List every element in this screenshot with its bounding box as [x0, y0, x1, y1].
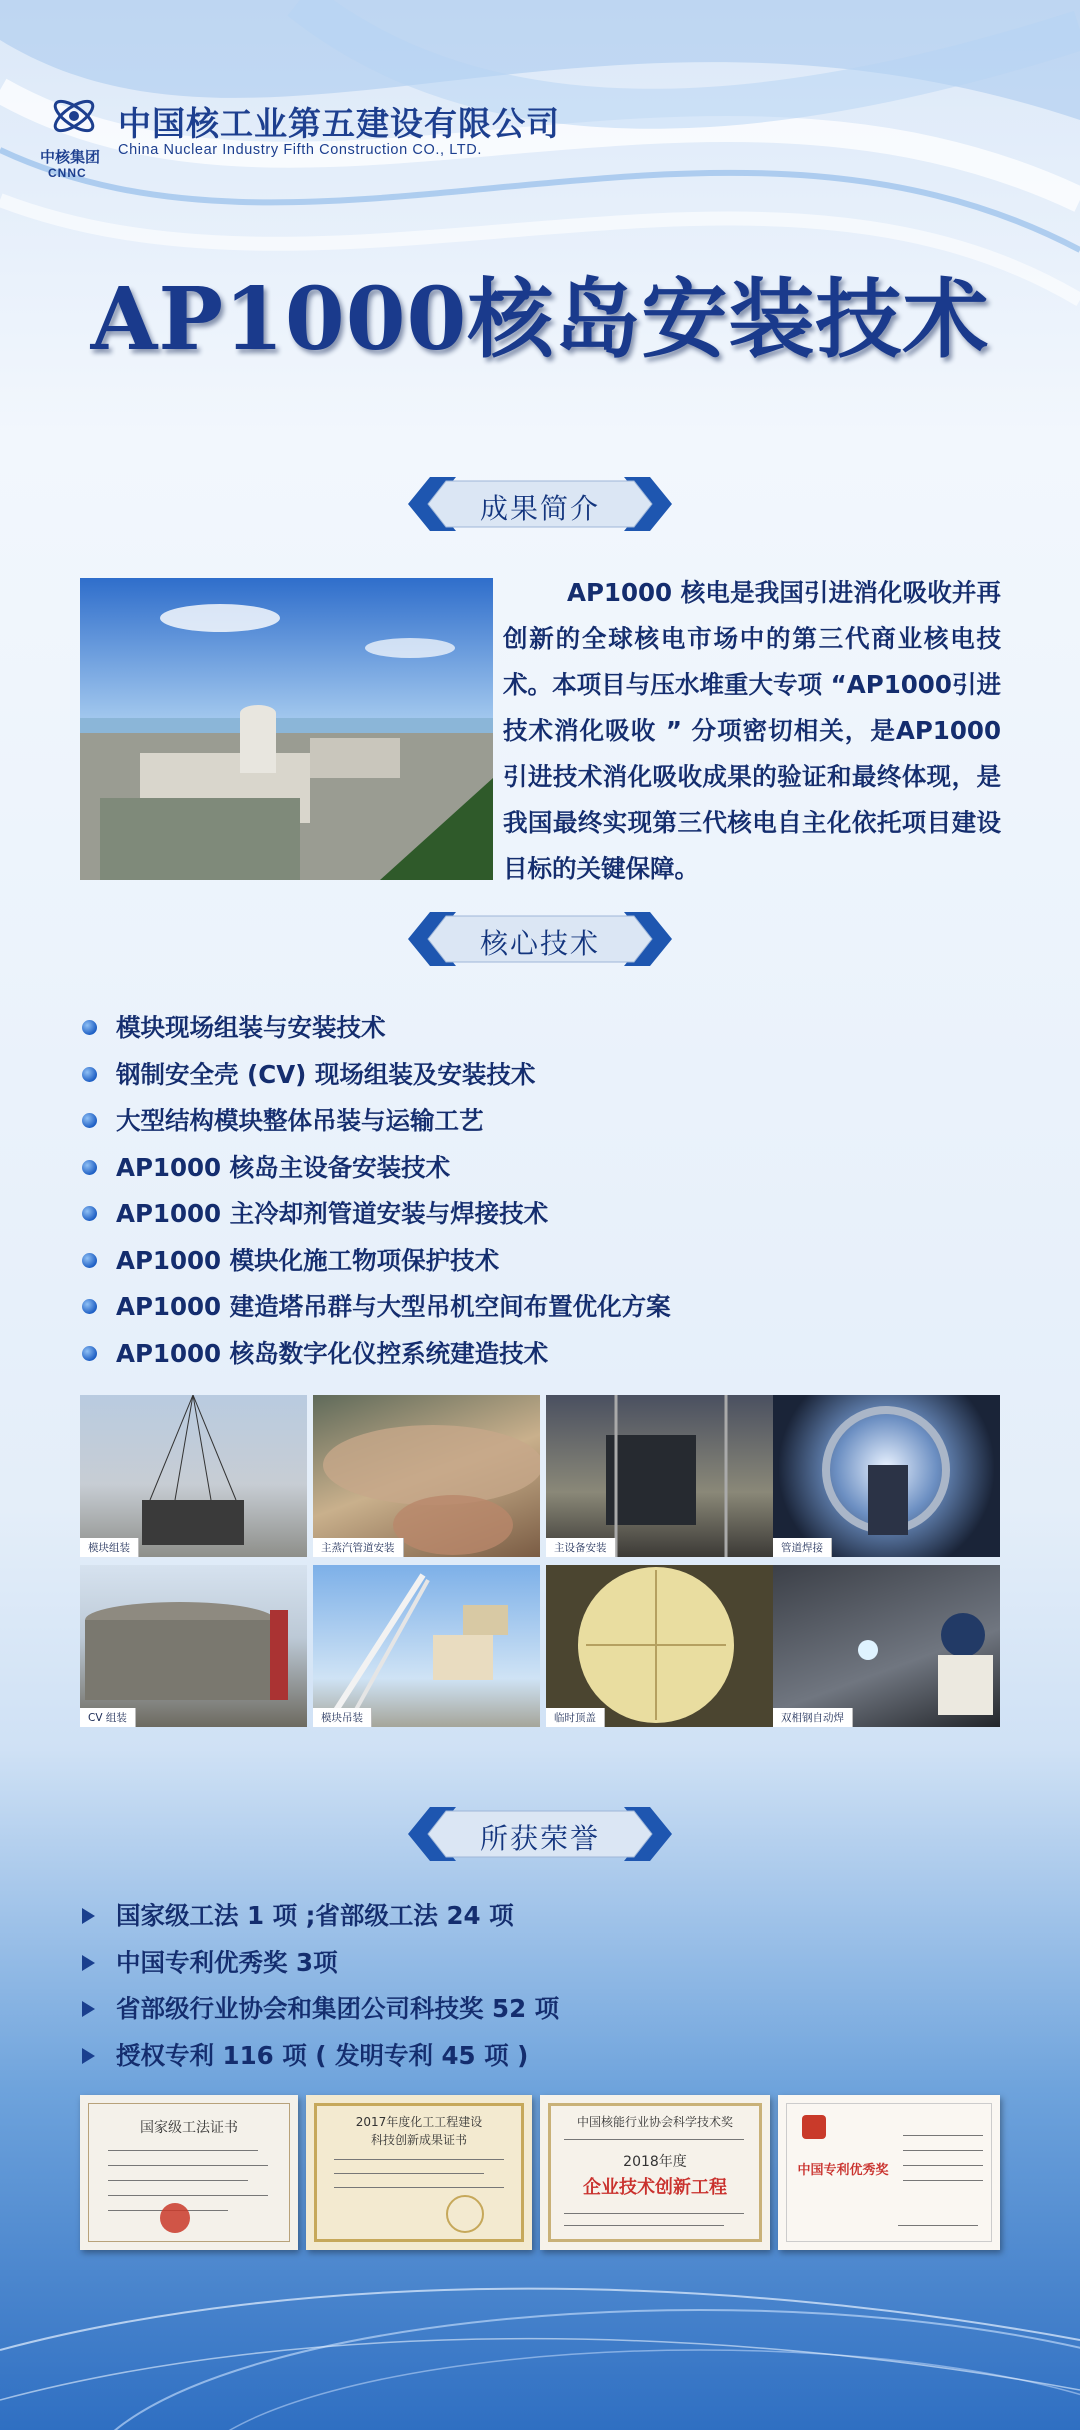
list-item: [80, 1284, 671, 1331]
bullet-dot-icon: [82, 1113, 97, 1128]
patent-office-logo-icon: [802, 2115, 826, 2139]
certificate-patent-award: [778, 2095, 1000, 2250]
photo-tile-steam-pipe: [313, 1395, 540, 1557]
certificate-industry-award: [540, 2095, 770, 2250]
logo-cnnc-text: CNNC: [48, 166, 87, 180]
certificate-year: 2018年度: [623, 2154, 687, 2170]
photo-tile-cv-assembly: [80, 1565, 307, 1727]
list-item-label: 中国专利优秀奖 3项: [116, 1947, 338, 1977]
list-item: [80, 1098, 671, 1145]
list-item-label: AP1000 建造塔吊群与大型吊机空间布置优化方案: [116, 1292, 671, 1321]
list-item-label: 模块现场组装与安装技术: [116, 1013, 386, 1042]
bullet-dot-icon: [82, 1253, 97, 1268]
bullet-dot-icon: [82, 1346, 97, 1361]
bullet-dot-icon: [82, 1160, 97, 1175]
arrow-bullet-icon: [82, 2048, 95, 2064]
list-item: [80, 1940, 559, 1987]
list-item: [80, 1191, 671, 1238]
list-item-label: 省部级行业协会和集团公司科技奖 52 项: [116, 1994, 560, 2023]
bullet-dot-icon: [82, 1299, 97, 1314]
photo-caption: 临时顶盖: [546, 1708, 605, 1727]
core-technology-list: [80, 1005, 671, 1377]
section-heading-tech: [408, 910, 672, 968]
certificate-national-method: [80, 2095, 298, 2250]
photo-tile-duplex-steel-welding: [773, 1565, 1000, 1727]
list-item-label: 授权专利 116 项 ( 发明专利 45 项 ): [116, 2040, 529, 2070]
list-item-label: AP1000 主冷却剂管道安装与焊接技术: [116, 1199, 549, 1228]
arrow-bullet-icon: [82, 2001, 95, 2017]
intro-paragraph: AP1000 核电是我国引进消化吸收并再创新的全球核电市场中的第三代商业核电技术。本项目与压水堆重大专项 “AP1000引进技术消化吸收 ” 分项密切相关，是AP1000 引进技术消化吸收成果的验证和最终体现，是我国最终实现第三代核电自主化依托项目建设目标的关键保障。: [503, 578, 1001, 883]
list-item: [80, 1145, 671, 1192]
section-heading-label: 成果简介: [479, 492, 600, 525]
photo-tile-pipe-welding: [773, 1395, 1000, 1557]
list-item: [80, 1005, 671, 1052]
list-item-label: 国家级工法 1 项 ;省部级工法 24 项: [116, 1901, 514, 1930]
list-item-label: 钢制安全壳 (CV) 现场组装及安装技术: [116, 1059, 536, 1089]
photo-caption: 模块吊装: [313, 1708, 372, 1727]
logo-group-name: 中核集团: [40, 148, 101, 166]
photo-tile-module-assembly: [80, 1395, 307, 1557]
certificate-tech-innovation: [306, 2095, 532, 2250]
list-item-label: AP1000 模块化施工物项保护技术: [116, 1245, 500, 1275]
photo-caption: 模块组装: [80, 1538, 139, 1557]
certificate-title: 企业技术创新工程: [583, 2177, 727, 2198]
photo-caption: CV 组装: [80, 1708, 136, 1727]
list-item-label: 大型结构模块整体吊装与运输工艺: [116, 1106, 484, 1135]
list-item: [80, 2033, 559, 2080]
page-title: AP1000核岛安装技术: [90, 269, 990, 370]
list-item-label: AP1000 核岛数字化仪控系统建造技术: [116, 1338, 549, 1368]
list-item: [80, 1331, 671, 1378]
photo-caption: 主蒸汽管道安装: [313, 1538, 404, 1557]
photo-caption: 双相钢自动焊: [773, 1708, 853, 1727]
section-heading-intro: [408, 475, 672, 533]
certificate-org: 中国核能行业协会科学技术奖: [576, 2115, 733, 2129]
arrow-bullet-icon: [82, 1955, 95, 1971]
photo-tile-main-equipment: [546, 1395, 773, 1557]
photo-caption: 管道焊接: [773, 1538, 832, 1557]
honors-list: [80, 1893, 559, 2079]
bullet-dot-icon: [82, 1067, 97, 1082]
photo-tile-module-hoisting: [313, 1565, 540, 1727]
list-item: [80, 1238, 671, 1285]
seal-stamp-icon: [446, 2195, 484, 2233]
globe-background-decoration: [0, 2230, 1080, 2430]
section-heading-honors: [408, 1805, 672, 1863]
section-heading-label: 核心技术: [479, 927, 600, 960]
section-heading-label: 所获荣誉: [479, 1822, 600, 1855]
certificate-year: 2017年度化工工程建设: [355, 2115, 483, 2129]
company-logo: [38, 90, 560, 180]
certificate-title: 国家级工法证书: [140, 2120, 238, 2136]
nuclear-plant-photo: [80, 578, 493, 880]
company-name-en: China Nuclear Industry Fifth Construction CO., LTD.: [118, 142, 482, 158]
certificate-title: 科技创新成果证书: [370, 2133, 467, 2147]
seal-stamp-icon: [160, 2203, 190, 2233]
technology-photo-grid: [80, 1395, 1000, 1735]
list-item: [80, 1052, 671, 1099]
arrow-bullet-icon: [82, 1908, 95, 1924]
list-item: [80, 1893, 559, 1940]
photo-tile-temporary-cover: [546, 1565, 773, 1727]
bullet-dot-icon: [82, 1020, 97, 1035]
bullet-dot-icon: [82, 1206, 97, 1221]
company-name-cn: 中国核工业第五建设有限公司: [118, 104, 560, 143]
list-item-label: AP1000 核岛主设备安装技术: [116, 1152, 451, 1182]
certificate-title: 中国专利优秀奖: [797, 2163, 889, 2178]
photo-caption: 主设备安装: [546, 1538, 616, 1557]
list-item: [80, 1986, 559, 2033]
